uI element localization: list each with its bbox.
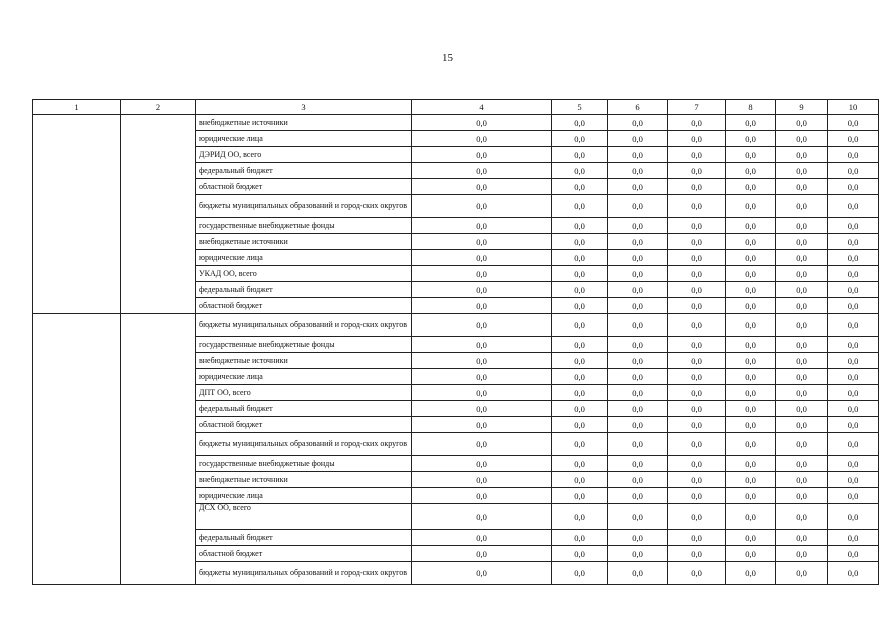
value-cell: 0,0 — [776, 472, 828, 488]
value-cell: 0,0 — [668, 504, 726, 530]
value-cell: 0,0 — [828, 385, 879, 401]
value-cell: 0,0 — [776, 250, 828, 266]
value-cell: 0,0 — [552, 385, 608, 401]
row-label: УКАД ОО, всего — [196, 266, 412, 282]
value-cell: 0,0 — [828, 504, 879, 530]
value-cell: 0,0 — [552, 353, 608, 369]
row-label: бюджеты муниципальных образований и город-ских округов — [196, 195, 412, 218]
row-label: юридические лица — [196, 131, 412, 147]
value-cell: 0,0 — [608, 250, 668, 266]
value-cell: 0,0 — [726, 417, 776, 433]
value-cell: 0,0 — [776, 266, 828, 282]
value-cell: 0,0 — [608, 546, 668, 562]
value-cell: 0,0 — [552, 433, 608, 456]
value-cell: 0,0 — [668, 282, 726, 298]
value-cell: 0,0 — [552, 504, 608, 530]
row-label: бюджеты муниципальных образований и город-ских округов — [196, 314, 412, 337]
row-label: внебюджетные источники — [196, 472, 412, 488]
value-cell: 0,0 — [412, 353, 552, 369]
value-cell: 0,0 — [726, 472, 776, 488]
value-cell: 0,0 — [828, 147, 879, 163]
table-row — [33, 314, 879, 337]
value-cell: 0,0 — [668, 433, 726, 456]
value-cell: 0,0 — [828, 250, 879, 266]
value-cell: 0,0 — [608, 218, 668, 234]
col1-merged-cell — [33, 314, 121, 585]
value-cell: 0,0 — [412, 131, 552, 147]
value-cell: 0,0 — [776, 179, 828, 195]
value-cell: 0,0 — [726, 353, 776, 369]
value-cell: 0,0 — [608, 195, 668, 218]
value-cell: 0,0 — [828, 282, 879, 298]
value-cell: 0,0 — [828, 163, 879, 179]
value-cell: 0,0 — [608, 179, 668, 195]
row-label: ДСХ ОО, всего — [196, 504, 412, 530]
value-cell: 0,0 — [668, 530, 726, 546]
header-cell: 1 — [33, 100, 121, 115]
header-cell: 3 — [196, 100, 412, 115]
value-cell: 0,0 — [608, 266, 668, 282]
value-cell: 0,0 — [726, 163, 776, 179]
value-cell: 0,0 — [608, 472, 668, 488]
value-cell: 0,0 — [668, 369, 726, 385]
value-cell: 0,0 — [828, 179, 879, 195]
table-body — [33, 115, 879, 585]
value-cell: 0,0 — [412, 195, 552, 218]
value-cell: 0,0 — [552, 472, 608, 488]
value-cell: 0,0 — [726, 385, 776, 401]
value-cell: 0,0 — [552, 195, 608, 218]
header-cell: 2 — [121, 100, 196, 115]
value-cell: 0,0 — [776, 456, 828, 472]
value-cell: 0,0 — [726, 218, 776, 234]
row-label: юридические лица — [196, 250, 412, 266]
value-cell: 0,0 — [828, 546, 879, 562]
value-cell: 0,0 — [552, 546, 608, 562]
value-cell: 0,0 — [726, 234, 776, 250]
value-cell: 0,0 — [726, 195, 776, 218]
value-cell: 0,0 — [552, 218, 608, 234]
value-cell: 0,0 — [726, 337, 776, 353]
value-cell: 0,0 — [828, 353, 879, 369]
value-cell: 0,0 — [828, 266, 879, 282]
value-cell: 0,0 — [776, 195, 828, 218]
value-cell: 0,0 — [668, 314, 726, 337]
row-label: областной бюджет — [196, 179, 412, 195]
value-cell: 0,0 — [608, 433, 668, 456]
value-cell: 0,0 — [552, 562, 608, 585]
value-cell: 0,0 — [668, 385, 726, 401]
value-cell: 0,0 — [608, 115, 668, 131]
row-label: федеральный бюджет — [196, 163, 412, 179]
value-cell: 0,0 — [412, 218, 552, 234]
value-cell: 0,0 — [608, 456, 668, 472]
value-cell: 0,0 — [776, 163, 828, 179]
col2-merged-cell — [121, 314, 196, 585]
value-cell: 0,0 — [412, 456, 552, 472]
value-cell: 0,0 — [552, 179, 608, 195]
value-cell: 0,0 — [552, 417, 608, 433]
row-label: областной бюджет — [196, 546, 412, 562]
value-cell: 0,0 — [828, 337, 879, 353]
value-cell: 0,0 — [726, 504, 776, 530]
value-cell: 0,0 — [668, 353, 726, 369]
value-cell: 0,0 — [668, 250, 726, 266]
row-label: ДЭРИД ОО, всего — [196, 147, 412, 163]
value-cell: 0,0 — [608, 337, 668, 353]
value-cell: 0,0 — [412, 504, 552, 530]
value-cell: 0,0 — [412, 314, 552, 337]
row-label: бюджеты муниципальных образований и город-ских округов — [196, 433, 412, 456]
value-cell: 0,0 — [828, 298, 879, 314]
value-cell: 0,0 — [412, 163, 552, 179]
value-cell: 0,0 — [608, 314, 668, 337]
header-cell: 9 — [776, 100, 828, 115]
value-cell: 0,0 — [552, 488, 608, 504]
value-cell: 0,0 — [668, 417, 726, 433]
value-cell: 0,0 — [828, 530, 879, 546]
header-cell: 5 — [552, 100, 608, 115]
table-row — [33, 115, 879, 131]
value-cell: 0,0 — [412, 433, 552, 456]
col2-merged-cell — [121, 115, 196, 314]
value-cell: 0,0 — [776, 298, 828, 314]
value-cell: 0,0 — [668, 546, 726, 562]
value-cell: 0,0 — [552, 147, 608, 163]
row-label: государственные внебюджетные фонды — [196, 218, 412, 234]
value-cell: 0,0 — [412, 337, 552, 353]
value-cell: 0,0 — [412, 179, 552, 195]
value-cell: 0,0 — [668, 195, 726, 218]
value-cell: 0,0 — [412, 369, 552, 385]
value-cell: 0,0 — [776, 314, 828, 337]
value-cell: 0,0 — [776, 369, 828, 385]
value-cell: 0,0 — [828, 218, 879, 234]
value-cell: 0,0 — [552, 314, 608, 337]
value-cell: 0,0 — [608, 147, 668, 163]
value-cell: 0,0 — [726, 369, 776, 385]
value-cell: 0,0 — [726, 401, 776, 417]
value-cell: 0,0 — [828, 433, 879, 456]
value-cell: 0,0 — [726, 131, 776, 147]
value-cell: 0,0 — [776, 337, 828, 353]
value-cell: 0,0 — [828, 234, 879, 250]
value-cell: 0,0 — [668, 266, 726, 282]
row-label: бюджеты муниципальных образований и город-ских округов — [196, 562, 412, 585]
value-cell: 0,0 — [412, 417, 552, 433]
value-cell: 0,0 — [828, 115, 879, 131]
value-cell: 0,0 — [608, 504, 668, 530]
value-cell: 0,0 — [726, 488, 776, 504]
value-cell: 0,0 — [552, 369, 608, 385]
value-cell: 0,0 — [552, 401, 608, 417]
value-cell: 0,0 — [776, 131, 828, 147]
value-cell: 0,0 — [668, 147, 726, 163]
value-cell: 0,0 — [726, 266, 776, 282]
value-cell: 0,0 — [412, 234, 552, 250]
value-cell: 0,0 — [552, 337, 608, 353]
budget-table — [32, 99, 879, 585]
value-cell: 0,0 — [726, 433, 776, 456]
value-cell: 0,0 — [828, 195, 879, 218]
value-cell: 0,0 — [608, 163, 668, 179]
value-cell: 0,0 — [412, 546, 552, 562]
value-cell: 0,0 — [412, 115, 552, 131]
row-label: федеральный бюджет — [196, 282, 412, 298]
value-cell: 0,0 — [552, 282, 608, 298]
value-cell: 0,0 — [828, 314, 879, 337]
header-row — [33, 100, 879, 115]
value-cell: 0,0 — [608, 282, 668, 298]
value-cell: 0,0 — [726, 314, 776, 337]
value-cell: 0,0 — [668, 337, 726, 353]
value-cell: 0,0 — [828, 472, 879, 488]
value-cell: 0,0 — [776, 353, 828, 369]
row-label: федеральный бюджет — [196, 401, 412, 417]
value-cell: 0,0 — [608, 530, 668, 546]
value-cell: 0,0 — [726, 115, 776, 131]
value-cell: 0,0 — [552, 250, 608, 266]
value-cell: 0,0 — [608, 401, 668, 417]
value-cell: 0,0 — [776, 433, 828, 456]
row-label: федеральный бюджет — [196, 530, 412, 546]
value-cell: 0,0 — [668, 234, 726, 250]
value-cell: 0,0 — [828, 488, 879, 504]
value-cell: 0,0 — [608, 488, 668, 504]
value-cell: 0,0 — [668, 115, 726, 131]
value-cell: 0,0 — [776, 385, 828, 401]
value-cell: 0,0 — [776, 218, 828, 234]
value-cell: 0,0 — [828, 562, 879, 585]
value-cell: 0,0 — [668, 298, 726, 314]
value-cell: 0,0 — [412, 147, 552, 163]
value-cell: 0,0 — [828, 417, 879, 433]
value-cell: 0,0 — [552, 266, 608, 282]
value-cell: 0,0 — [726, 562, 776, 585]
value-cell: 0,0 — [776, 562, 828, 585]
value-cell: 0,0 — [828, 401, 879, 417]
row-label: областной бюджет — [196, 298, 412, 314]
value-cell: 0,0 — [608, 234, 668, 250]
value-cell: 0,0 — [608, 353, 668, 369]
value-cell: 0,0 — [776, 234, 828, 250]
value-cell: 0,0 — [668, 218, 726, 234]
value-cell: 0,0 — [608, 369, 668, 385]
value-cell: 0,0 — [552, 530, 608, 546]
value-cell: 0,0 — [412, 472, 552, 488]
value-cell: 0,0 — [828, 131, 879, 147]
value-cell: 0,0 — [552, 115, 608, 131]
row-label: областной бюджет — [196, 417, 412, 433]
header-cell: 6 — [608, 100, 668, 115]
value-cell: 0,0 — [668, 488, 726, 504]
value-cell: 0,0 — [412, 282, 552, 298]
value-cell: 0,0 — [668, 456, 726, 472]
header-cell: 8 — [726, 100, 776, 115]
value-cell: 0,0 — [412, 562, 552, 585]
row-label: ДПТ ОО, всего — [196, 385, 412, 401]
value-cell: 0,0 — [608, 298, 668, 314]
row-label: внебюджетные источники — [196, 353, 412, 369]
value-cell: 0,0 — [776, 417, 828, 433]
value-cell: 0,0 — [412, 488, 552, 504]
row-label: государственные внебюджетные фонды — [196, 456, 412, 472]
value-cell: 0,0 — [776, 147, 828, 163]
row-label: государственные внебюджетные фонды — [196, 337, 412, 353]
row-label: внебюджетные источники — [196, 115, 412, 131]
value-cell: 0,0 — [776, 530, 828, 546]
value-cell: 0,0 — [776, 115, 828, 131]
value-cell: 0,0 — [776, 546, 828, 562]
value-cell: 0,0 — [608, 417, 668, 433]
header-cell: 7 — [668, 100, 726, 115]
value-cell: 0,0 — [726, 282, 776, 298]
header-cell: 4 — [412, 100, 552, 115]
value-cell: 0,0 — [412, 298, 552, 314]
value-cell: 0,0 — [726, 298, 776, 314]
value-cell: 0,0 — [726, 147, 776, 163]
value-cell: 0,0 — [726, 530, 776, 546]
row-label: юридические лица — [196, 369, 412, 385]
value-cell: 0,0 — [608, 562, 668, 585]
value-cell: 0,0 — [412, 266, 552, 282]
value-cell: 0,0 — [552, 131, 608, 147]
header-cell: 10 — [828, 100, 879, 115]
value-cell: 0,0 — [412, 401, 552, 417]
value-cell: 0,0 — [412, 250, 552, 266]
value-cell: 0,0 — [828, 369, 879, 385]
value-cell: 0,0 — [726, 250, 776, 266]
row-label: юридические лица — [196, 488, 412, 504]
value-cell: 0,0 — [828, 456, 879, 472]
value-cell: 0,0 — [776, 401, 828, 417]
value-cell: 0,0 — [412, 385, 552, 401]
value-cell: 0,0 — [668, 472, 726, 488]
value-cell: 0,0 — [776, 504, 828, 530]
value-cell: 0,0 — [668, 401, 726, 417]
value-cell: 0,0 — [412, 530, 552, 546]
value-cell: 0,0 — [668, 179, 726, 195]
value-cell: 0,0 — [726, 179, 776, 195]
value-cell: 0,0 — [726, 546, 776, 562]
value-cell: 0,0 — [776, 488, 828, 504]
value-cell: 0,0 — [668, 562, 726, 585]
value-cell: 0,0 — [776, 282, 828, 298]
value-cell: 0,0 — [668, 131, 726, 147]
value-cell: 0,0 — [552, 163, 608, 179]
col1-merged-cell — [33, 115, 121, 314]
value-cell: 0,0 — [608, 385, 668, 401]
value-cell: 0,0 — [726, 456, 776, 472]
value-cell: 0,0 — [608, 131, 668, 147]
value-cell: 0,0 — [552, 298, 608, 314]
value-cell: 0,0 — [552, 234, 608, 250]
value-cell: 0,0 — [668, 163, 726, 179]
value-cell: 0,0 — [552, 456, 608, 472]
page-number: 15 — [442, 52, 453, 64]
row-label: внебюджетные источники — [196, 234, 412, 250]
